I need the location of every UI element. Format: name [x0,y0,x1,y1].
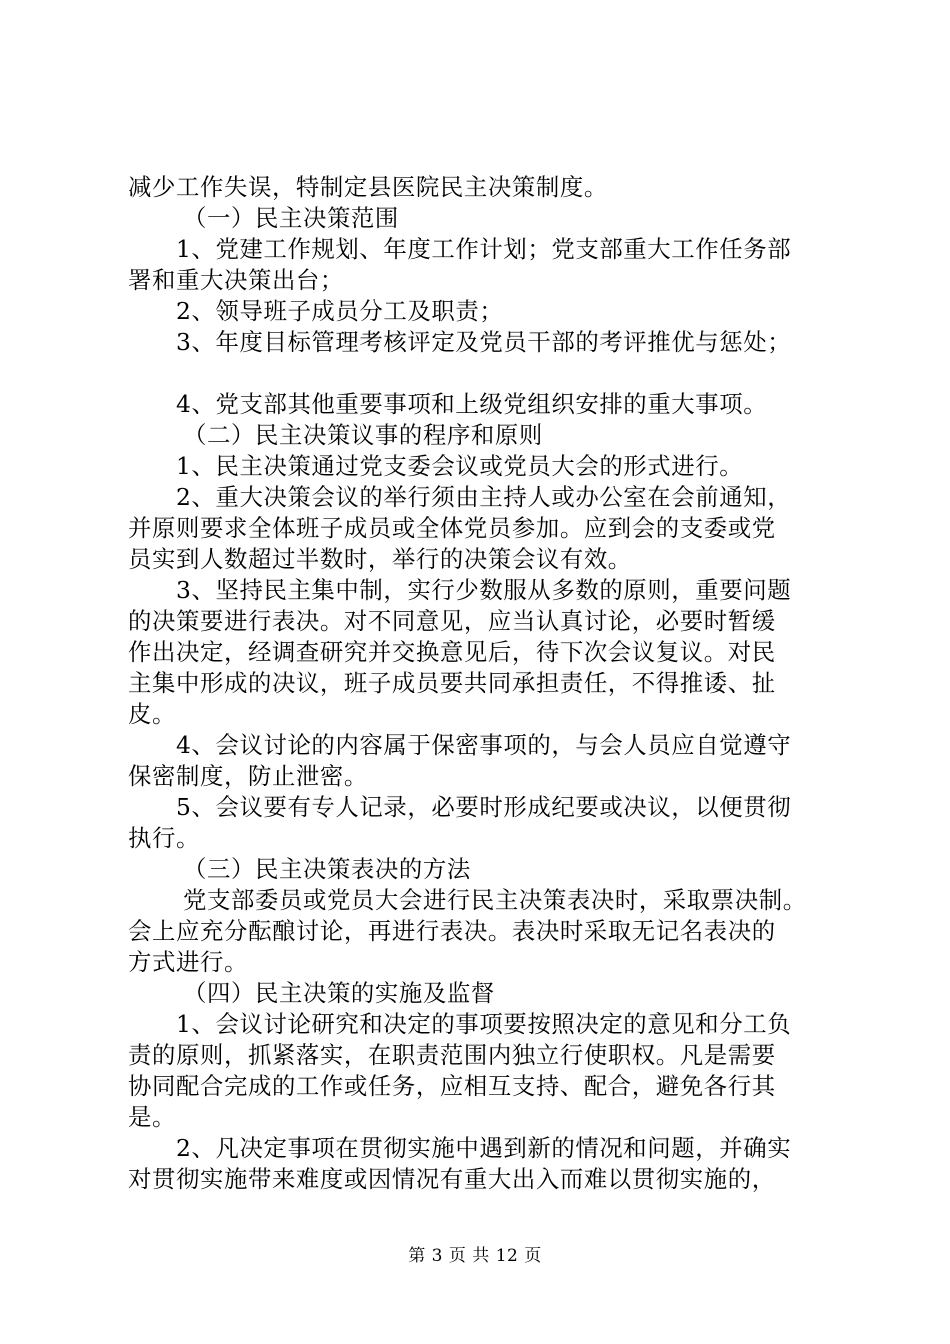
page-number-footer: 第 3 页 共 12 页 [408,1246,542,1266]
text-line: 对贯彻实施带来难度或因情况有重大出入而难以贯彻实施的， [128,1165,776,1193]
text-line: 党支部委员或党员大会进行民主决策表决时，采取票决制。 [183,886,807,914]
section-heading: （二）民主决策议事的程序和原则 [183,421,543,449]
text-line: 3、年度目标管理考核评定及党员干部的考评推优与惩处； [176,328,792,356]
text-line: 保密制度，防止泄密。 [128,762,368,790]
text-line: 1、会议讨论研究和决定的事项要按照决定的意见和分工负 [176,1010,792,1038]
text-line: 1、党建工作规划、年度工作计划；党支部重大工作任务部 [176,235,792,263]
text-line: 署和重大决策出台； [128,266,344,294]
text-line: 会上应充分酝酿讨论，再进行表决。表决时采取无记名表决的 [128,917,776,945]
text-line: 员实到人数超过半数时，举行的决策会议有效。 [128,545,632,573]
text-line: 2、重大决策会议的举行须由主持人或办公室在会前通知， [176,483,792,511]
text-line: 1、民主决策通过党支委会议或党员大会的形式进行。 [176,452,744,480]
text-line: 4、会议讨论的内容属于保密事项的，与会人员应自觉遵守 [176,731,792,759]
text-line: 并原则要求全体班子成员或全体党员参加。应到会的支委或党 [128,514,776,542]
section-heading: （四）民主决策的实施及监督 [183,979,495,1007]
text-line: 减少工作失误，特制定县医院民主决策制度。 [128,173,608,201]
text-line: 作出决定，经调查研究并交换意见后，待下次会议复议。对民 [128,638,776,666]
text-line: 协同配合完成的工作或任务，应相互支持、配合，避免各行其 [128,1072,776,1100]
text-line: 的决策要进行表决。对不同意见，应当认真讨论，必要时暂缓 [128,607,776,635]
text-line: 皮。 [128,700,176,728]
document-body [128,172,836,1195]
section-heading: （三）民主决策表决的方法 [183,855,471,883]
text-line: 方式进行。 [128,948,248,976]
section-heading: （一）民主决策范围 [183,204,399,232]
text-line: 执行。 [128,824,200,852]
text-line: 主集中形成的决议，班子成员要共同承担责任，不得推诿、扯 [128,669,776,697]
text-line: 4、党支部其他重要事项和上级党组织安排的重大事项。 [176,390,768,418]
blank-line [128,358,836,389]
text-line: 责的原则，抓紧落实，在职责范围内独立行使职权。凡是需要 [128,1041,776,1069]
text-line: 3、坚持民主集中制，实行少数服从多数的原则，重要问题 [176,576,792,604]
text-line: 是。 [128,1103,176,1131]
text-line: 2、领导班子成员分工及职责； [176,297,504,325]
text-line: 2、凡决定事项在贯彻实施中遇到新的情况和问题，并确实 [176,1134,792,1162]
text-line: 5、会议要有专人记录，必要时形成纪要或决议，以便贯彻 [176,793,792,821]
